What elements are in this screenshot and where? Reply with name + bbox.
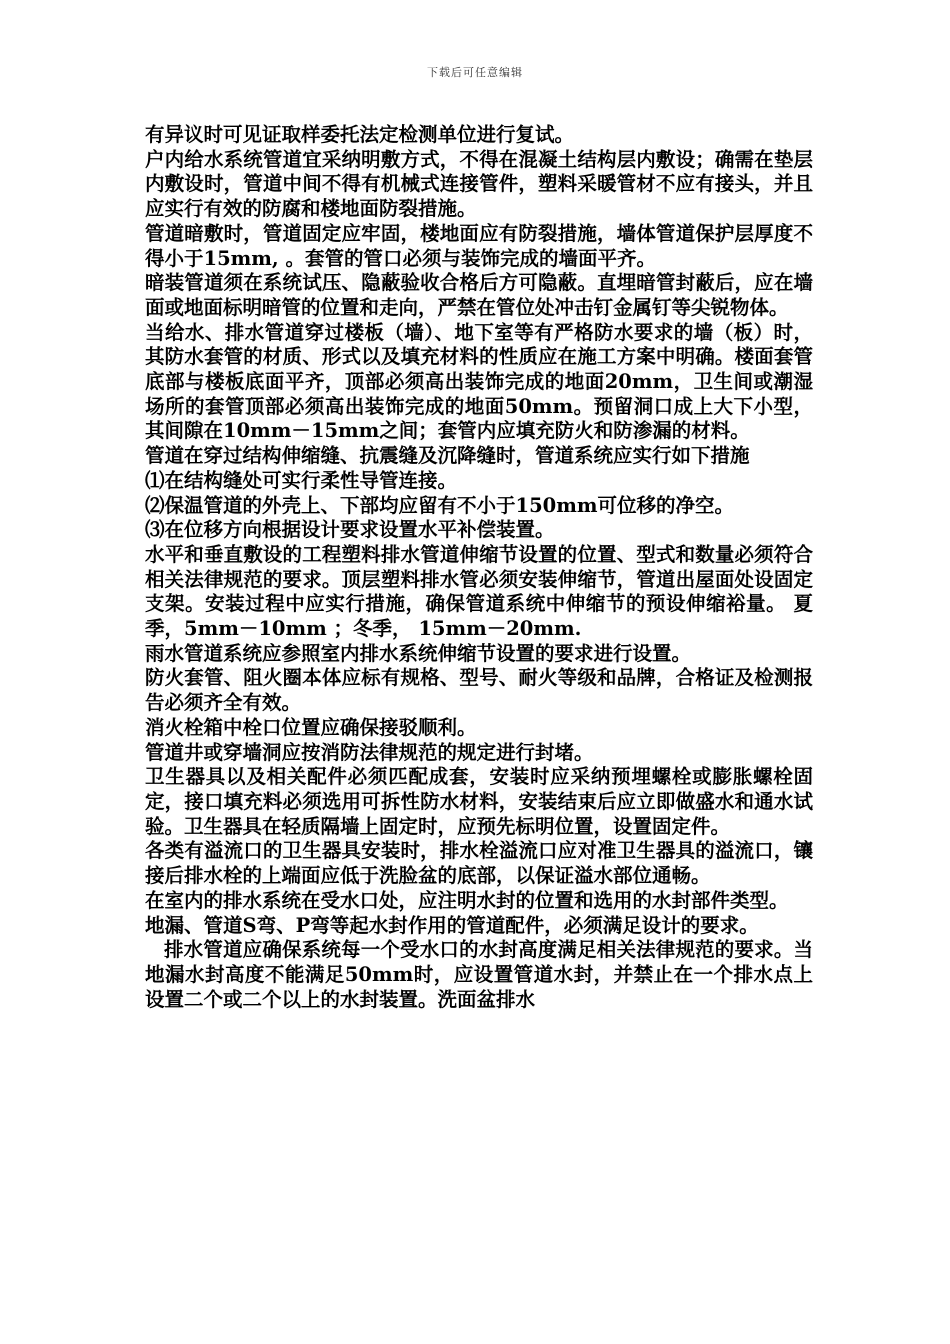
- list-item-1: ⑴在结构缝处可实行柔性导管连接。: [145, 468, 458, 492]
- document-body: [145, 123, 813, 1012]
- paragraph-8: 雨水管道系统应参照室内排水系统伸缩节设置的要求进行设置。: [145, 641, 692, 665]
- paragraph-7: 水平和垂直敷设的工程塑料排水管道伸缩节设置的位置、型式和数量必须符合相关法律规范的要求。顶层塑料排水管必须安装伸缩节，管道出屋面处设固定支架。安装过程中应实行措施，确保管道系统中伸缩节的预设伸缩裕量。 夏季，5mm－10mm ；冬季， 15mm－20mm.: [145, 542, 813, 641]
- paragraph-13: 各类有溢流口的卫生器具安装时，排水栓溢流口应对准卫生器具的溢流口，镶接后排水栓的上端面应低于洗脸盆的底部，以保证溢水部位通畅。: [145, 839, 813, 888]
- paragraph-9: 防火套管、阻火圈本体应标有规格、型号、耐火等级和品牌，合格证及检测报告必须齐全有效。: [145, 666, 813, 715]
- paragraph-15: 地漏、管道S弯、P弯等起水封作用的管道配件，必须满足设计的要求。: [145, 913, 759, 937]
- paragraph-5: 当给水、排水管道穿过楼板（墙）、地下室等有严格防水要求的墙（板）时，其防水套管的材质、形式以及填充材料的性质应在施工方案中明确。楼面套管底部与楼板底面平齐，顶部必须高出装饰完成的地面20mm，卫生间或潮湿场所的套管顶部必须高出装饰完成的地面50mm。预留洞口成上大下小型，其间隙在10mm－15mm之间；套管内应填充防火和防渗漏的材料。: [145, 320, 813, 443]
- list-item-2: ⑵保温管道的外壳上、下部均应留有不小于150mm可位移的净空。: [145, 493, 734, 517]
- paragraph-12: 卫生器具以及相关配件必须匹配成套，安装时应采纳预埋螺栓或膨胀螺栓固定，接口填充料必须选用可拆性防水材料，安装结束后应立即做盛水和通水试验。卫生器具在轻质隔墙上固定时，应预先标明位置，设置固定件。: [145, 765, 813, 838]
- page-header: 下载后可任意编辑: [427, 66, 523, 79]
- paragraph-10: 消火栓箱中栓口位置应确保接驳顺利。: [145, 715, 477, 739]
- paragraph-3: 管道暗敷时，管道固定应牢固，楼地面应有防裂措施，墙体管道保护层厚度不得小于15mm, 。套管的管口必须与装饰完成的墙面平齐。: [145, 221, 813, 270]
- paragraph-16: 排水管道应确保系统每一个受水口的水封高度满足相关法律规范的要求。当地漏水封高度不能满足50mm时，应设置管道水封，并禁止在一个排水点上设置二个或二个以上的水封装置。洗面盆排水: [145, 938, 813, 1011]
- paragraph-11: 管道井或穿墙洞应按消防法律规范的规定进行封堵。: [145, 740, 594, 764]
- paragraph-14: 在室内的排水系统在受水口处，应注明水封的位置和选用的水封部件类型。: [145, 888, 789, 912]
- paragraph-2: 户内给水系统管道宜采纳明敷方式，不得在混凝土结构层内敷设；确需在垫层内敷设时，管道中间不得有机械式连接管件，塑料采暖管材不应有接头，并且应实行有效的防腐和楼地面防裂措施。: [145, 147, 813, 221]
- paragraph-1: 有异议时可见证取样委托法定检测单位进行复试。: [145, 123, 575, 146]
- paragraph-6: 管道在穿过结构伸缩缝、抗震缝及沉降缝时，管道系统应实行如下措施: [145, 444, 750, 468]
- list-item-3: ⑶在位移方向根据设计要求设置水平补偿装置。: [145, 518, 555, 542]
- paragraph-4: 暗装管道须在系统试压、隐蔽验收合格后方可隐蔽。直埋暗管封蔽后，应在墙面或地面标明暗管的位置和走向，严禁在管位处冲击钉金属钉等尖锐物体。: [145, 271, 813, 319]
